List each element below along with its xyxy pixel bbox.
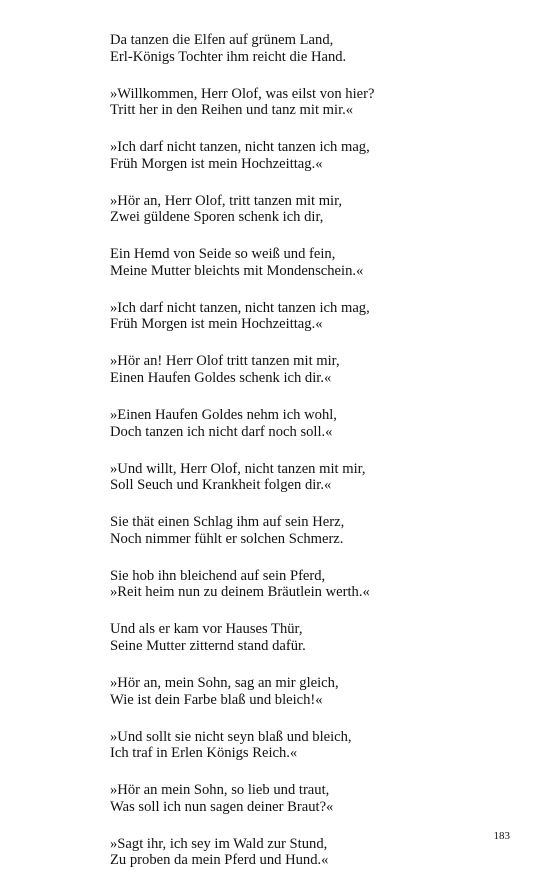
- verse-line: »Ich darf nicht tanzen, nicht tanzen ich mag,: [110, 299, 370, 316]
- stanza: [110, 675, 510, 708]
- verse-line: Meine Mutter bleichts mit Mondenschein.«: [110, 262, 364, 279]
- verse-line: »Reit heim nun zu deinem Bräutlein werth.«: [110, 584, 370, 601]
- stanza: [110, 353, 510, 386]
- stanza: [110, 621, 510, 654]
- verse-line: Soll Seuch und Krankheit folgen dir.«: [110, 477, 332, 494]
- stanza: [110, 729, 510, 762]
- stanza: [110, 836, 510, 869]
- verse-line: Tritt her in den Reihen und tanz mit mir.«: [110, 102, 354, 119]
- page-number: 183: [493, 830, 510, 842]
- stanza: [110, 246, 510, 279]
- stanza: [110, 782, 510, 815]
- verse-line: »Ich darf nicht tanzen, nicht tanzen ich mag,: [110, 139, 370, 156]
- stanza: [110, 32, 510, 65]
- verse-line: Einen Haufen Goldes schenk ich dir.«: [110, 370, 332, 387]
- verse-line: Wie ist dein Farbe blaß und bleich!«: [110, 691, 323, 708]
- verse-line: »Hör an! Herr Olof tritt tanzen mit mir,: [110, 353, 340, 370]
- verse-line: Sie thät einen Schlag ihm auf sein Herz,: [110, 514, 345, 531]
- verse-line: Doch tanzen ich nicht darf noch soll.«: [110, 423, 333, 440]
- verse-line: Erl-Königs Tochter ihm reicht die Hand.: [110, 48, 347, 65]
- stanza: [110, 193, 510, 226]
- verse-line: Ein Hemd von Seide so weiß und fein,: [110, 246, 336, 263]
- verse-line: Seine Mutter zitternd stand dafür.: [110, 637, 306, 654]
- verse-line: Und als er kam vor Hauses Thür,: [110, 621, 303, 638]
- verse-line: Da tanzen die Elfen auf grünem Land,: [110, 32, 334, 48]
- verse-line: »Willkommen, Herr Olof, was eilst von hier?: [110, 85, 375, 102]
- verse-line: Früh Morgen ist mein Hochzeittag.«: [110, 155, 323, 172]
- verse-line: Was soll ich nun sagen deiner Braut?«: [110, 798, 334, 815]
- verse-line: »Sagt ihr, ich sey im Wald zur Stund,: [110, 835, 328, 852]
- stanza: [110, 514, 510, 547]
- verse-line: »Hör an mein Sohn, so lieb und traut,: [110, 782, 330, 799]
- verse-line: Noch nimmer fühlt er solchen Schmerz.: [110, 530, 344, 547]
- poem-text: [110, 32, 510, 889]
- stanza: [110, 300, 510, 333]
- verse-line: Früh Morgen ist mein Hochzeittag.«: [110, 316, 323, 333]
- verse-line: »Und willt, Herr Olof, nicht tanzen mit mir,: [110, 460, 366, 477]
- stanza: [110, 568, 510, 601]
- verse-line: »Einen Haufen Goldes nehm ich wohl,: [110, 407, 337, 424]
- stanza: [110, 86, 510, 119]
- verse-line: »Und sollt sie nicht seyn blaß und bleich,: [110, 728, 352, 745]
- verse-line: Ich traf in Erlen Königs Reich.«: [110, 745, 298, 762]
- verse-line: »Hör an, Herr Olof, tritt tanzen mit mir,: [110, 192, 343, 209]
- stanza: [110, 407, 510, 440]
- stanza: [110, 139, 510, 172]
- verse-line: Zu proben da mein Pferd und Hund.«: [110, 852, 329, 869]
- verse-line: Sie hob ihn bleichend auf sein Pferd,: [110, 567, 326, 584]
- verse-line: »Hör an, mein Sohn, sag an mir gleich,: [110, 674, 339, 691]
- stanza: [110, 461, 510, 494]
- verse-line: Zwei güldene Sporen schenk ich dir,: [110, 209, 324, 226]
